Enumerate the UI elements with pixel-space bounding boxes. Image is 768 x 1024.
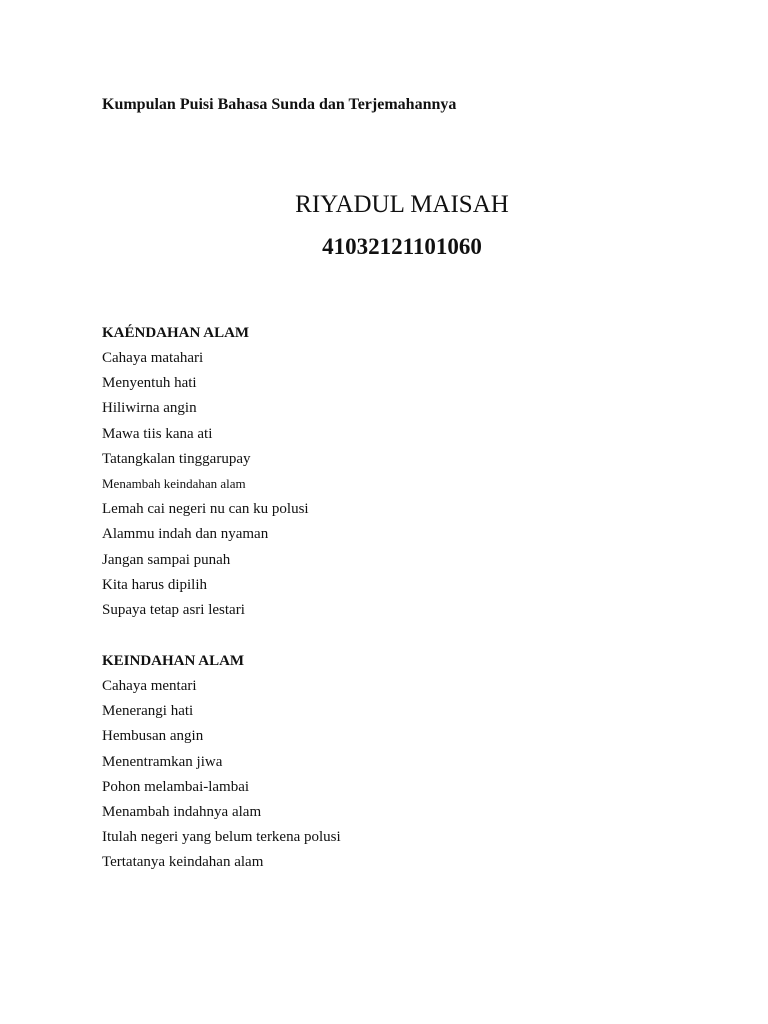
poem-line: Mawa tiis kana ati — [102, 425, 213, 442]
poem-line: Jangan sampai punah — [102, 551, 231, 568]
poem-line: Cahaya matahari — [102, 350, 204, 366]
poem-line: Cahaya mentari — [102, 678, 197, 694]
document-title: Kumpulan Puisi Bahasa Sunda dan Terjemahannya — [102, 96, 457, 113]
poem-line: Menambah keindahan alam — [102, 475, 246, 491]
poem-line: Hembusan angin — [102, 728, 204, 745]
poem-title: KAÉNDAHAN ALAM — [102, 325, 250, 341]
poem-line: Alammu indah dan nyaman — [102, 526, 269, 543]
poem-sundanese — [102, 323, 309, 625]
poem-title: KEINDAHAN ALAM — [102, 653, 245, 669]
poem-line: Menambah indahnya alam — [102, 803, 262, 820]
poem-line: Hiliwirna angin — [102, 400, 197, 417]
poem-line: Kita harus dipilih — [102, 576, 207, 593]
poem-line: Menerangi hati — [102, 703, 194, 720]
poem-line: Tatangkalan tinggarupay — [102, 450, 251, 467]
poem-line: Menyentuh hati — [102, 375, 197, 392]
author-name: RIYADUL MAISAH — [295, 191, 509, 218]
poem-line: Pohon melambai-lambai — [102, 778, 250, 795]
poem-indonesian — [102, 651, 341, 878]
poem-line: Lemah cai negeri nu can ku polusi — [102, 501, 309, 518]
author-id: 41032121101060 — [322, 234, 482, 259]
poem-line: Supaya tetap asri lestari — [102, 601, 245, 618]
poem-line: Itulah negeri yang belum terkena polusi — [102, 829, 341, 846]
poem-line: Tertatanya keindahan alam — [102, 854, 264, 871]
poem-line: Menentramkan jiwa — [102, 753, 223, 770]
